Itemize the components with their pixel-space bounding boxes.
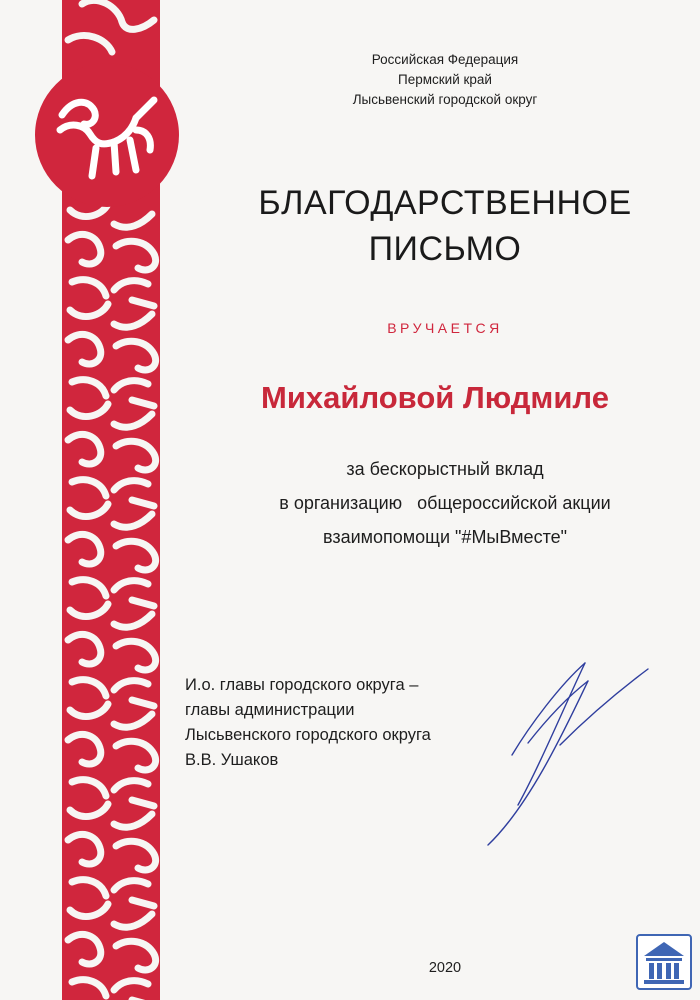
country-name: Российская Федерация — [371, 52, 519, 67]
reason-line-3: взаимопомощи "#МыВместе" — [322, 527, 568, 547]
signatory-line-1: И.о. главы городского округа – — [185, 676, 419, 694]
reason-line-1: за бескорыстный вклад — [346, 459, 544, 479]
reason-line-2: в организацию общероссийской акции — [279, 493, 611, 513]
signatory-line-2: главы администрации — [185, 701, 355, 719]
awarded-label: ВРУЧАЕТСЯ — [387, 320, 503, 336]
issuing-authority — [300, 50, 590, 110]
document-title — [225, 180, 665, 272]
unicorn-emblem-icon — [32, 60, 182, 210]
title-line-2: ПИСЬМО — [368, 230, 522, 268]
signatory-block — [185, 673, 505, 773]
signatory-line-3: Лысьвенского городского округа — [185, 726, 431, 744]
region-name: Пермский край — [398, 72, 492, 87]
title-line-1: БЛАГОДАРСТВЕННОЕ — [258, 184, 632, 222]
recipient-name: Михайловой Людмиле — [261, 380, 609, 415]
document-year: 2020 — [428, 960, 462, 976]
signatory-name: В.В. Ушаков — [185, 751, 279, 769]
building-logo-icon — [636, 934, 692, 990]
signature-image — [470, 655, 660, 855]
district-name: Лысьвенский городской округ — [352, 92, 538, 107]
award-reason — [230, 452, 660, 554]
